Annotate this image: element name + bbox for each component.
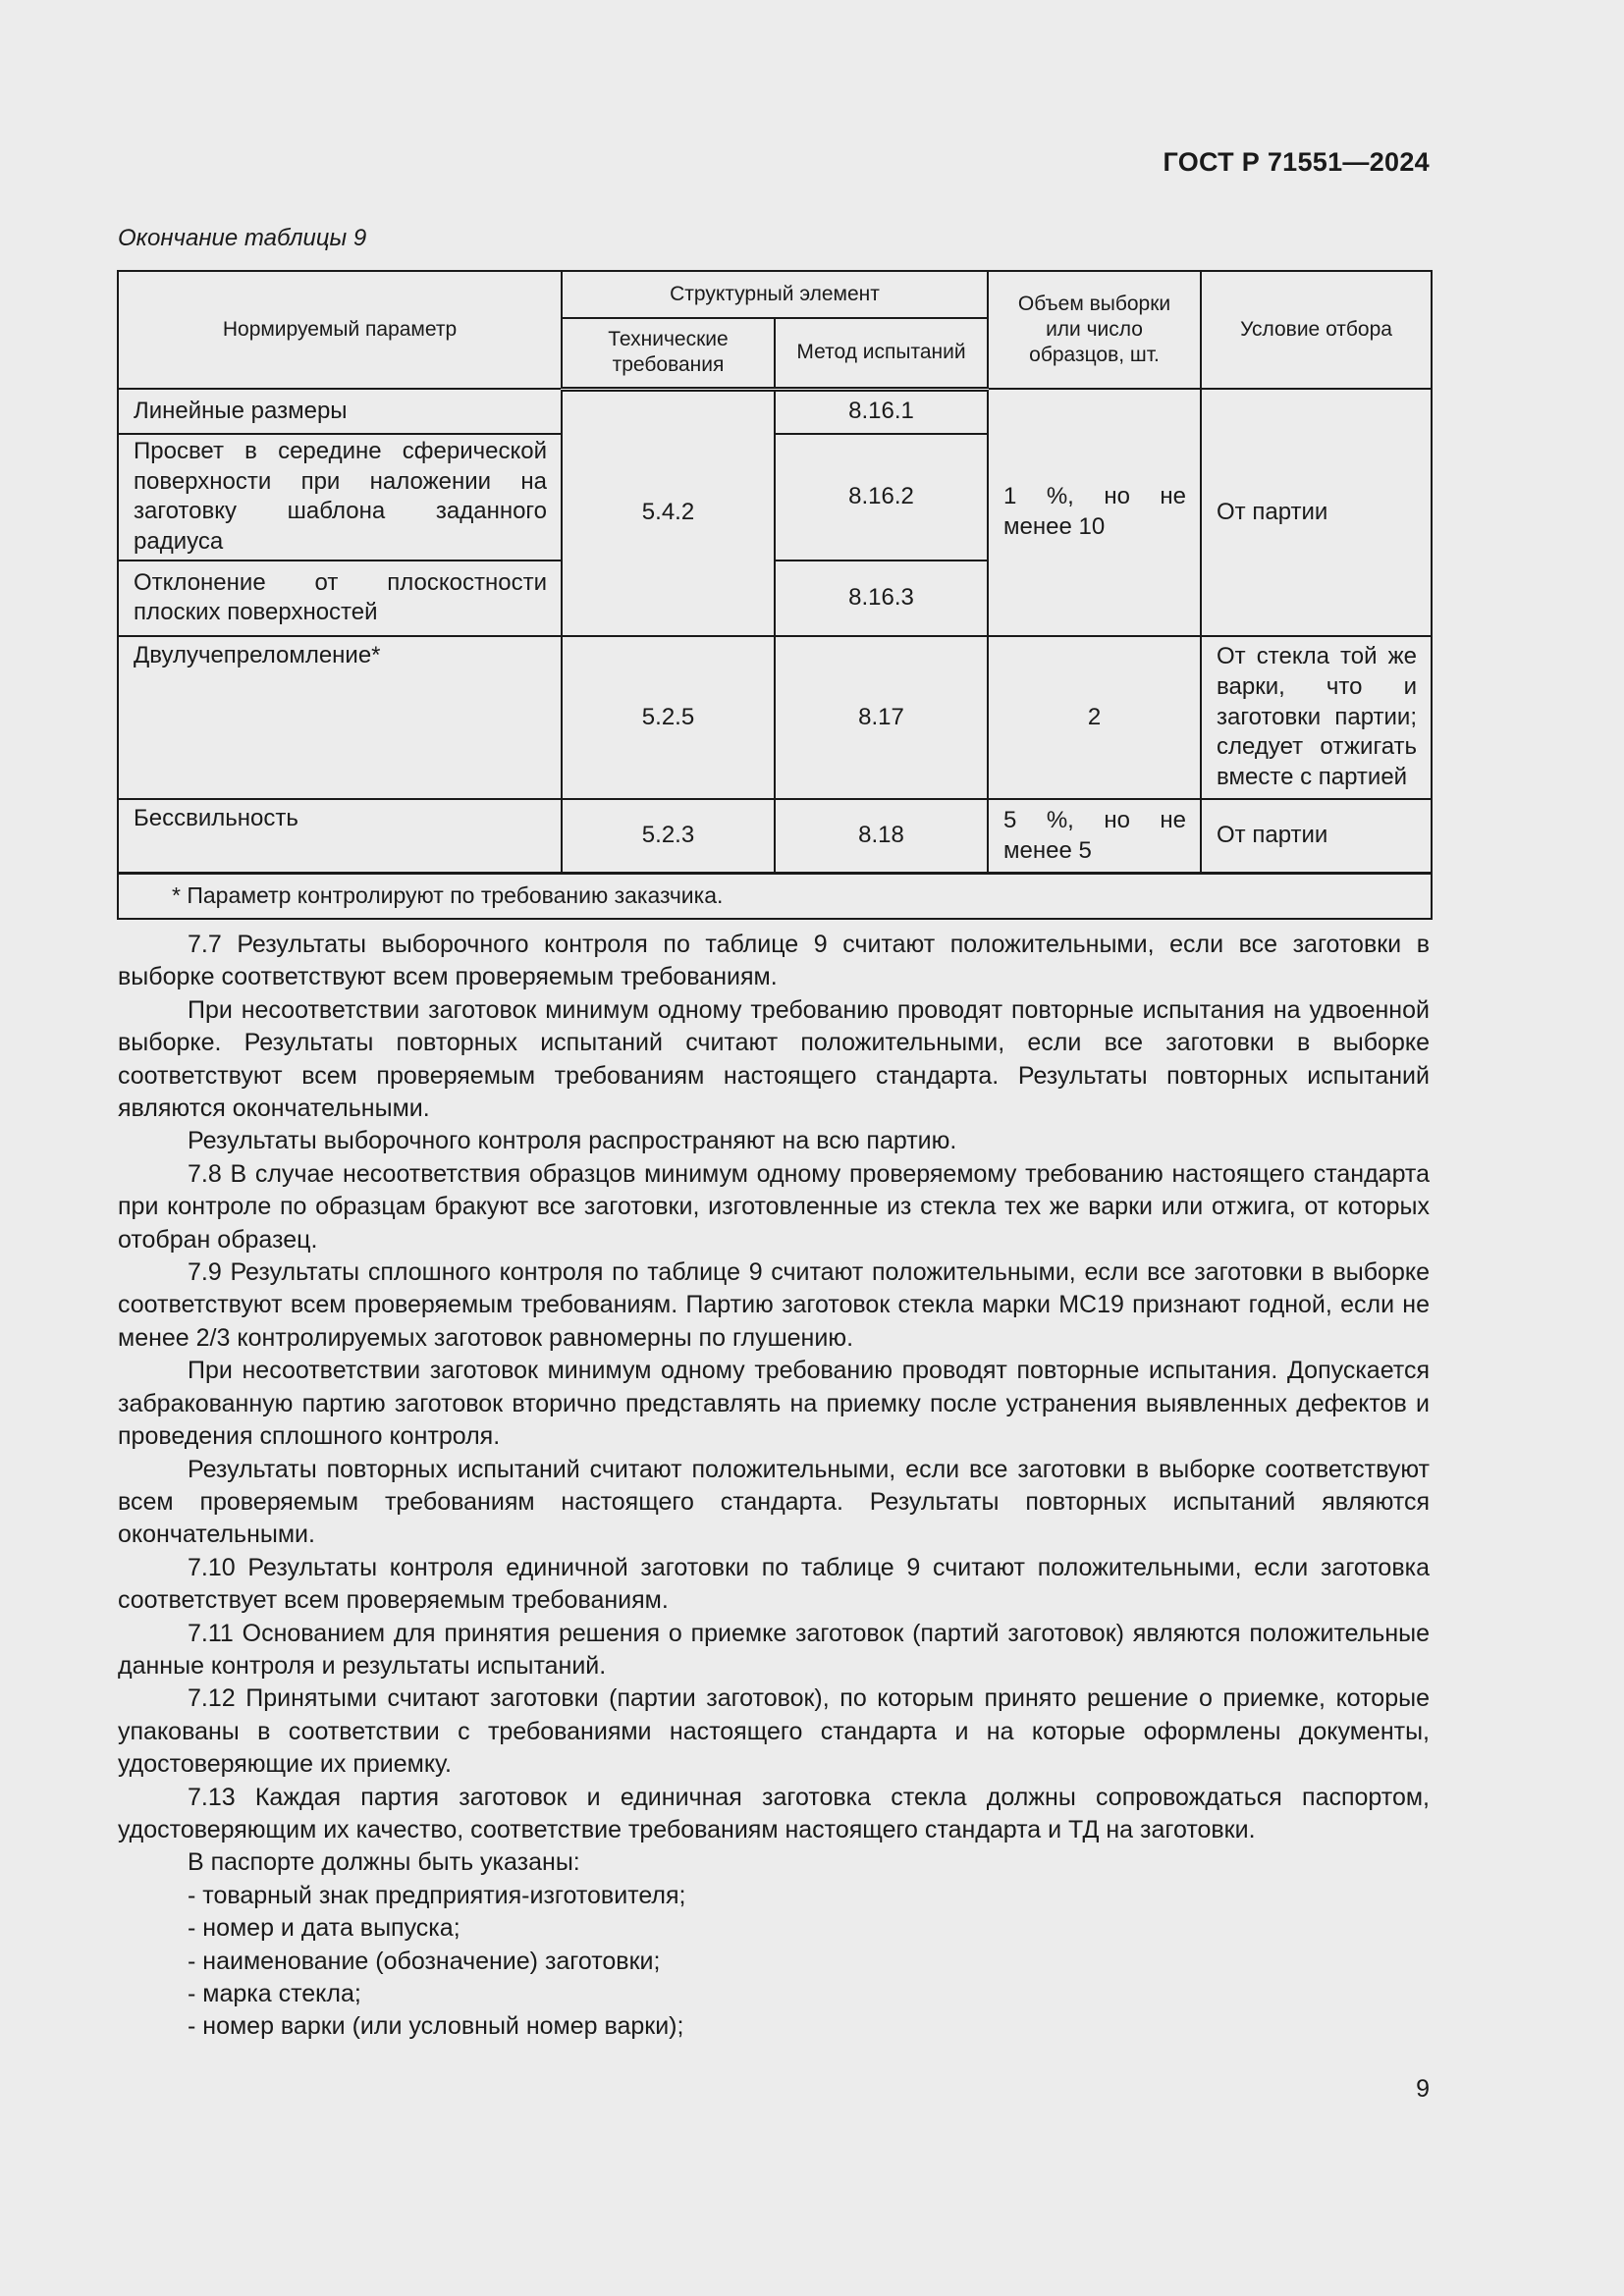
list-item: - товарный знак предприятия-изготовителя; xyxy=(188,1881,686,1909)
cell-condition: От партии xyxy=(1201,799,1432,874)
cell-tech: 5.2.5 xyxy=(562,636,775,799)
cell-param: Двулучепреломление* xyxy=(118,636,562,799)
document-header: ГОСТ Р 71551—2024 xyxy=(1163,147,1430,177)
body-text xyxy=(118,929,1430,2044)
cell-param: Бессвильность xyxy=(118,799,562,874)
paragraph: Результаты выборочного контроля распространяют на всю партию. xyxy=(188,1127,957,1155)
list-item: - марка стекла; xyxy=(188,1980,361,2007)
header-tech: Технические требования xyxy=(562,318,775,389)
cell-param: Просвет в середине сферической поверхности при наложении на заготовку шаблона заданного радиуса xyxy=(118,434,562,561)
table-9 xyxy=(117,270,1433,920)
header-volume: Объем выборки или число образцов, шт. xyxy=(988,271,1201,389)
page-number: 9 xyxy=(1416,2075,1430,2103)
table-row xyxy=(118,389,1432,434)
cell-method: 8.17 xyxy=(775,636,988,799)
paragraph: 7.9 Результаты сплошного контроля по таблице 9 считают положительными, если все заготовки в выборке соответствуют всем проверяемым требованиям. Партию заготовок стекла марки МС19 признают годной, если не менее 2/3 контролируемых заготовок равномерны по глушению. xyxy=(118,1258,1430,1352)
header-param: Нормируемый параметр xyxy=(118,271,562,389)
header-method: Метод испытаний xyxy=(775,318,988,389)
cell-condition: От партии xyxy=(1201,389,1432,636)
paragraph: При несоответствии заготовок минимум одному требованию проводят повторные испытания на удвоенной выборке. Результаты повторных испытаний считают положительными, если все заготовки в выборке соответствуют всем проверяемым требованиям настоящего стандарта. Результаты повторных испытаний являются окончательными. xyxy=(118,995,1430,1123)
cell-param: Линейные размеры xyxy=(118,389,562,434)
paragraph: Результаты повторных испытаний считают положительными, если все заготовки в выборке соответствуют всем проверяемым требованиям настоящего стандарта. Результаты повторных испытаний являются окончательными. xyxy=(118,1455,1430,1549)
cell-tech: 5.4.2 xyxy=(562,389,775,636)
cell-volume: 2 xyxy=(988,636,1201,799)
paragraph: 7.10 Результаты контроля единичной заготовки по таблице 9 считают положительными, если заготовка соответствует всем проверяемым требованиям. xyxy=(118,1553,1430,1615)
cell-method: 8.16.3 xyxy=(775,561,988,636)
table-footnote: * Параметр контролируют по требованию заказчика. xyxy=(118,874,1432,919)
paragraph: 7.13 Каждая партия заготовок и единичная заготовка стекла должны сопровождаться паспортом, удостоверяющим их качество, соответствие требованиям настоящего стандарта и ТД на заготовки. xyxy=(118,1783,1430,1843)
paragraph: 7.12 Принятыми считают заготовки (партии заготовок), по которым принято решение о приемке, которые упакованы в соответствии с требованиями настоящего стандарта и на которые оформлены документы, удостоверяющие их приемку. xyxy=(118,1684,1430,1779)
cell-volume: 1 %, но не менее 10 xyxy=(988,389,1201,636)
cell-method: 8.16.2 xyxy=(775,434,988,561)
paragraph: При несоответствии заготовок минимум одному требованию проводят повторные испытания. Допускается забракованную партию заготовок вторично представлять на приемку после устранения выявленных дефектов и проведения сплошного контроля. xyxy=(118,1357,1430,1451)
list-item: - номер варки (или условный номер варки); xyxy=(188,2012,684,2041)
cell-method: 8.16.1 xyxy=(775,389,988,434)
header-struct: Структурный элемент xyxy=(562,271,988,318)
table-row xyxy=(118,799,1432,874)
cell-tech: 5.2.3 xyxy=(562,799,775,874)
table-row xyxy=(118,636,1432,799)
header-condition: Условие отбора xyxy=(1201,271,1432,389)
cell-condition: От стекла той же варки, что и заготовки партии; следует отжигать вместе с партией xyxy=(1201,636,1432,799)
table-footnote-row xyxy=(118,874,1432,919)
list-item: - наименование (обозначение) заготовки; xyxy=(188,1947,661,1975)
paragraph: 7.8 В случае несоответствия образцов минимум одному проверяемому требованию настоящего стандарта при контроле по образцам бракуют все заготовки, изготовленные из стекла тех же варки или отжига, от которых отобран образец. xyxy=(118,1159,1430,1254)
table-caption: Окончание таблицы 9 xyxy=(118,225,367,251)
cell-volume: 5 %, но не менее 5 xyxy=(988,799,1201,874)
paragraph: 7.11 Основанием для принятия решения о приемке заготовок (партий заготовок) являются положительные данные контроля и результаты испытаний. xyxy=(118,1619,1430,1680)
paragraph: В паспорте должны быть указаны: xyxy=(188,1848,580,1877)
paragraph: 7.7 Результаты выборочного контроля по таблице 9 считают положительными, если все заготовки в выборке соответствуют всем проверяемым требованиям. xyxy=(118,931,1430,991)
cell-method: 8.18 xyxy=(775,799,988,874)
list-item: - номер и дата выпуска; xyxy=(188,1914,460,1943)
cell-param: Отклонение от плоскостности плоских поверхностей xyxy=(118,561,562,636)
